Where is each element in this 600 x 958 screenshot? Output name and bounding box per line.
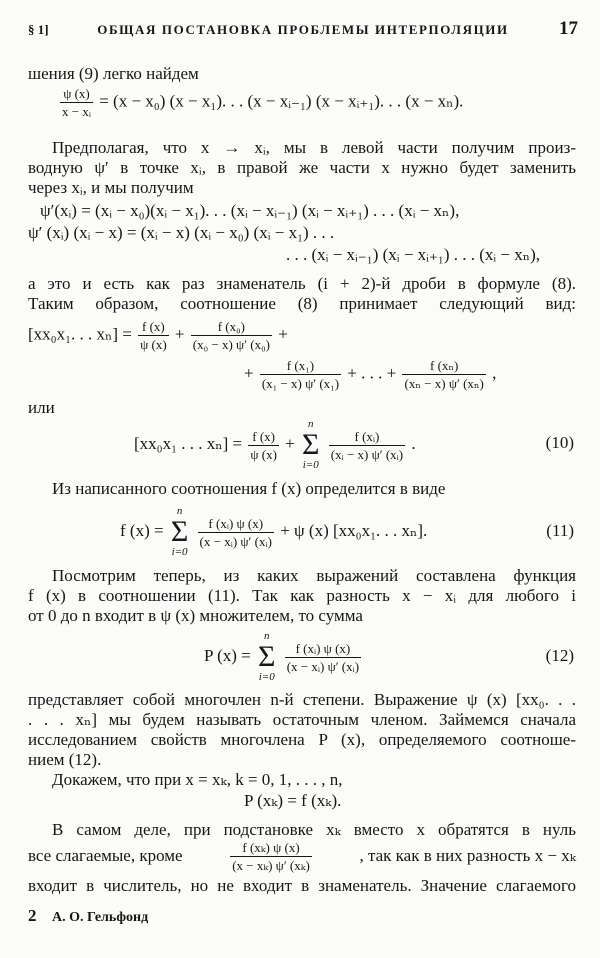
sheet-number: 2: [28, 906, 37, 925]
sum-lower-limit: i=0: [171, 546, 188, 558]
fraction: [191, 319, 272, 352]
equation-label: (10): [545, 433, 574, 452]
denominator: (x − xₖ) ψ′ (xₖ): [232, 858, 310, 873]
equation-label: (12): [545, 646, 574, 665]
equation-11: [120, 506, 427, 558]
sum-upper-limit: n: [176, 505, 183, 517]
text-line: водную ψ′ в точке xᵢ, в правой же части x нужно будет заменить: [28, 158, 576, 177]
section-mark: § 1]: [28, 22, 49, 37]
denominator: (x₀ − x) ψ′ (x₀): [192, 337, 270, 352]
ellipsis-terms: + . . . +: [347, 363, 397, 383]
author-name: А. О. Гельфонд: [52, 910, 149, 925]
text-line: от 0 до n входит в ψ (x) множителем, то сумма: [28, 606, 363, 625]
denominator: (x − xᵢ) ψ′ (xᵢ): [286, 658, 360, 674]
text-line: В самом деле, при подстановке xₖ вместо x обратятся в нуль: [52, 820, 576, 839]
numerator: f (x₀): [191, 319, 272, 336]
equation-lhs: [xx₀x₁ . . . xₙ] =: [134, 433, 243, 453]
numerator: f (x): [138, 319, 169, 336]
equation-1: [58, 86, 463, 119]
fraction: [329, 429, 405, 462]
equation-2c: . . . (xᵢ − xᵢ₋₁) (xᵢ − xᵢ₊₁) . . . (xᵢ − xₙ),: [286, 245, 541, 264]
equation-13: P (xₖ) = f (xₖ).: [244, 791, 342, 810]
fraction: [138, 319, 169, 352]
summation: [302, 419, 319, 471]
numerator: f (xₖ) ψ (x): [230, 840, 312, 857]
text-line: входит в числитель, но не входит в знаменатель. Значение слагаемого: [28, 876, 576, 895]
equation-2b: ψ′ (xᵢ) (xᵢ − x) = (xᵢ − x) (xᵢ − x₀) (xᵢ − x₁) . . .: [28, 223, 335, 242]
denominator: x − xᵢ: [62, 104, 91, 119]
sum-upper-limit: n: [263, 630, 270, 642]
text-line: нием (12).: [28, 750, 102, 769]
denominator: ψ (x): [250, 446, 277, 462]
page-number: 17: [559, 18, 578, 39]
equation-lhs: P (x) =: [204, 645, 251, 665]
numerator: f (xᵢ): [329, 429, 405, 446]
numerator: f (x₁): [260, 358, 341, 375]
denominator: ψ (x): [140, 337, 167, 352]
sigma-symbol: Σ: [170, 515, 189, 548]
inline-fraction: [230, 840, 312, 873]
page-footer: [28, 906, 148, 927]
numerator: f (xᵢ) ψ (x): [285, 641, 361, 658]
text-line: Докажем, что при x = xₖ, k = 0, 1, . . . , n,: [52, 770, 343, 789]
text-line: Предполагая, что x → xᵢ, мы в левой части получим произ-: [52, 138, 576, 157]
plus-sign: +: [244, 363, 254, 383]
text-line: Посмотрим теперь, из каких выражений составлена функция: [52, 566, 576, 585]
sum-lower-limit: i=0: [258, 671, 275, 683]
comma: ,: [492, 363, 497, 383]
equation-2a: ψ′(xᵢ) = (xᵢ − x₀)(xᵢ − x₁). . . (xᵢ − xᵢ₋₁) (xᵢ − xᵢ₊₁) . . . (xᵢ − xₙ),: [40, 201, 460, 220]
plus-sign: +: [278, 324, 288, 344]
text-line: или: [28, 398, 55, 417]
denominator: (x₁ − x) ψ′ (x₁): [261, 376, 340, 391]
text-line: f (x) в соотношении (11). Так как разность x − xᵢ для любого i: [28, 586, 576, 605]
sum-upper-limit: n: [308, 418, 314, 430]
fraction: [248, 429, 279, 462]
text-line: шения (9) легко найдем: [28, 64, 199, 83]
sigma-symbol: Σ: [302, 428, 320, 461]
running-title: ОБЩАЯ ПОСТАНОВКА ПРОБЛЕМЫ ИНТЕРПОЛЯЦИИ: [97, 22, 509, 37]
sum-lower-limit: i=0: [302, 459, 319, 471]
period: .: [411, 433, 416, 453]
fraction: [402, 358, 485, 391]
equation-8-continued: [244, 358, 496, 391]
equation-lhs: f (x) =: [120, 520, 164, 540]
equation-12: [204, 631, 363, 683]
running-header: [28, 18, 578, 46]
text-line: через xᵢ, и мы получим: [28, 178, 194, 197]
text-fragment: , так как в них разность x − xₖ: [359, 846, 576, 866]
plus-sign: +: [174, 324, 185, 344]
text-line: Из написанного соотношения f (x) определится в виде: [52, 479, 446, 498]
denominator: (xᵢ − x) ψ′ (xᵢ): [330, 446, 404, 462]
fraction: [260, 358, 341, 391]
text-line: исследованием свойств многочлена P (x), определяемого соотноше-: [28, 730, 576, 749]
fraction: [198, 516, 274, 549]
equation-rhs: = (x − x₀) (x − x₁). . . (x − xᵢ₋₁) (x − xᵢ₊₁). . . (x − xₙ).: [99, 91, 464, 111]
numerator: f (xᵢ) ψ (x): [198, 516, 274, 533]
equation-label: (11): [546, 521, 574, 540]
denominator: (x − xᵢ) ψ′ (xᵢ): [199, 533, 272, 549]
sigma-symbol: Σ: [257, 640, 276, 673]
equation-rest: + ψ (x) [xx₀x₁. . . xₙ].: [280, 520, 428, 540]
text-line: . . . xₙ] мы будем называть остаточным членом. Займемся сначала: [28, 710, 576, 729]
numerator: ψ (x): [60, 86, 93, 103]
fraction: [285, 641, 361, 674]
text-line-with-fraction: [28, 840, 576, 873]
summation: [258, 631, 275, 683]
text-line: представляет собой многочлен n-й степени. Выражение ψ (x) [xx₀. . .: [28, 690, 576, 709]
text-fragment: все слагаемые, кроме: [28, 846, 183, 866]
equation-lhs: [xx₀x₁. . . xₙ] =: [28, 324, 132, 344]
numerator: f (x): [248, 429, 279, 446]
denominator: (xₙ − x) ψ′ (xₙ): [404, 376, 484, 391]
equation-10: [134, 419, 416, 471]
fraction: [60, 86, 93, 119]
text-line: а это и есть как раз знаменатель (i + 2)-й дроби в формуле (8).: [28, 274, 576, 293]
text-line: Таким образом, соотношение (8) принимает следующий вид:: [28, 294, 576, 313]
summation: [171, 506, 188, 558]
equation-8-expanded: [28, 319, 288, 352]
numerator: f (xₙ): [402, 358, 485, 375]
plus-sign: +: [285, 433, 295, 453]
